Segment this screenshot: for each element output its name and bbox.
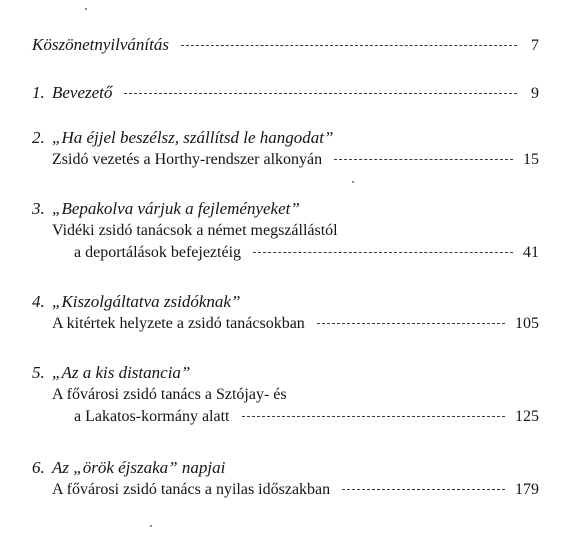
scan-speck — [352, 181, 354, 183]
toc-subtitle-line — [32, 313, 539, 335]
toc-line — [32, 34, 539, 56]
toc-page-number: 9 — [531, 85, 539, 102]
chapter-title: „Ha éjjel beszélsz, szállítsd le hangodat” — [52, 128, 334, 147]
chapter-subtitle: Vidéki zsidó tanácsok a német megszállástól — [52, 222, 338, 239]
toc-page-number: 125 — [515, 408, 539, 425]
dot-leader — [334, 159, 513, 160]
dot-leader — [124, 93, 517, 94]
dot-leader — [242, 416, 506, 417]
toc-line — [32, 82, 539, 104]
toc-subtitle-line — [32, 406, 539, 428]
toc-page-number: 15 — [523, 151, 539, 168]
dot-leader — [253, 252, 513, 253]
toc-entry-chapter-4[interactable] — [32, 291, 539, 335]
dot-leader — [317, 323, 505, 324]
toc-subtitle-line — [32, 384, 539, 406]
toc-entry-title: Köszönetnyilvánítás — [32, 35, 169, 54]
toc-line — [32, 362, 539, 384]
chapter-subtitle: A kitértek helyzete a zsidó tanácsokban — [52, 315, 305, 332]
toc-page-number: 7 — [531, 37, 539, 54]
chapter-number: 2. — [32, 128, 45, 147]
toc-entry-chapter-5[interactable] — [32, 362, 539, 428]
toc-subtitle-line — [32, 149, 539, 171]
toc-line — [32, 127, 539, 149]
chapter-title: „Az a kis distancia” — [52, 363, 191, 382]
toc-subtitle-line — [32, 220, 539, 242]
chapter-number: 6. — [32, 458, 45, 477]
chapter-subtitle-continued: a deportálások befejeztéig — [74, 244, 242, 261]
chapter-title: Bevezető — [52, 83, 113, 102]
chapter-subtitle: A fővárosi zsidó tanács a nyilas időszakban — [52, 481, 331, 498]
toc-page-number: 179 — [515, 481, 539, 498]
chapter-subtitle-continued: a Lakatos-kormány alatt — [74, 408, 230, 425]
chapter-title: „Kiszolgáltatva zsidóknak” — [52, 292, 241, 311]
toc-subtitle-line — [32, 479, 539, 501]
toc-entry-chapter-6[interactable] — [32, 457, 539, 501]
toc-line — [32, 291, 539, 313]
dot-leader — [181, 45, 517, 46]
toc-entry-chapter-3[interactable] — [32, 198, 539, 264]
toc-line — [32, 457, 539, 479]
toc-subtitle-line — [32, 242, 539, 264]
chapter-subtitle: Zsidó vezetés a Horthy-rendszer alkonyán — [52, 151, 323, 168]
toc-entry-chapter-2[interactable] — [32, 127, 539, 171]
chapter-number: 1. — [32, 83, 45, 102]
toc-line — [32, 198, 539, 220]
scan-speck — [150, 525, 152, 527]
toc-entry-chapter-1[interactable] — [32, 82, 539, 104]
toc-page-number: 105 — [515, 315, 539, 332]
dot-leader — [342, 489, 505, 490]
chapter-title: „Bepakolva várjuk a fejleményeket” — [52, 199, 300, 218]
chapter-number: 4. — [32, 292, 45, 311]
toc-entry-acknowledgements[interactable] — [32, 34, 539, 56]
chapter-subtitle: A fővárosi zsidó tanács a Sztójay- és — [52, 386, 287, 403]
chapter-number: 3. — [32, 199, 45, 218]
scan-speck — [85, 8, 87, 10]
toc-page-number: 41 — [523, 244, 539, 261]
chapter-title: Az „örök éjszaka” napjai — [52, 458, 226, 477]
chapter-number: 5. — [32, 363, 45, 382]
